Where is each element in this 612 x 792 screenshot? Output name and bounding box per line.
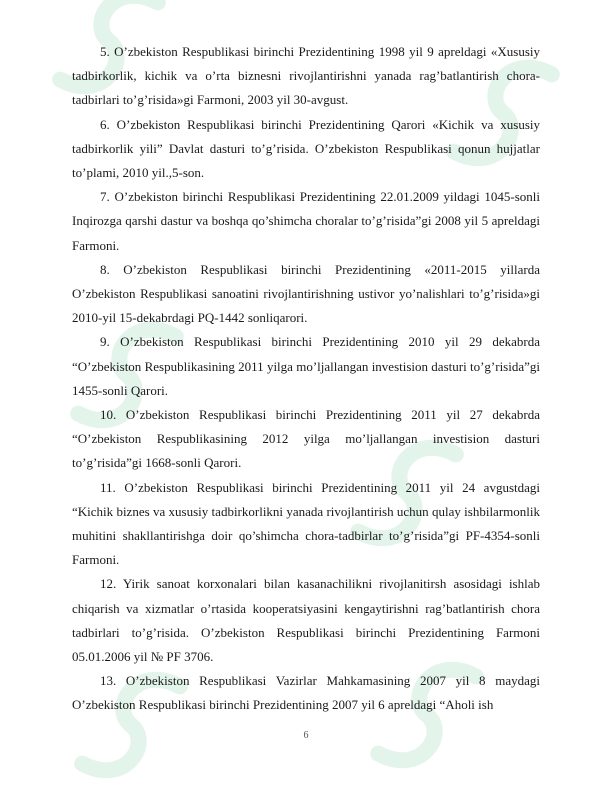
reference-item-13: 13. O’zbekiston Respublikasi Vazirlar Mahkamasining 2007 yil 8 maydagi O’zbekiston Respublikasi birinchi Prezidentining 2007 yil 6 apreldagi “Aholi ish <box>72 673 540 713</box>
reference-item-6: 6. O’zbekiston Respublikasi birinchi Prezidentining Qarori «Kichik va xususiy tadbirkorlik yili” Davlat dasturi to’g’risida. O’zbekiston Respublikasi qonun hujjatlar to’plami, 2010 yil.,5-son. <box>72 116 540 181</box>
reference-item-5: 5. O’zbekiston Respublikasi birinchi Prezidentining 1998 yil 9 apreldagi «Xususiy tadbirkorlik, kichik va o’rta biznesni rivojlantirishni yanada rag’batlantirish chora-tadbirlari to’g’risida»gi Farmoni, 2003 yil 30-avgust. <box>72 44 540 108</box>
reference-item-12: 12. Yirik sanoat korxonalari bilan kasanachilikni rivojlanitirsh asosidagi ishlab chiqarish va xizmatlar o’rtasida kooperatsiyasini kengaytirishni rag’batlantirish chora tadbirlari to’g’risida. O’zbekiston Respublikasi birinchi Prezidentining Farmoni 05.01.2006 yil № PF 3706. <box>72 576 540 665</box>
reference-item-10: 10. O’zbekiston Respublikasi birinchi Prezidentining 2011 yil 27 dekabrda “O’zbekiston Respublikasining 2012 yilga mo’ljallangan investision dasturi to’g’risida”gi 1668-sonli Qarori. <box>72 407 540 471</box>
page-number: 6 <box>303 730 309 741</box>
reference-item-8: 8. O’zbekiston Respublikasi birinchi Prezidentining «2011-2015 yillarda O’zbekiston Respublikasi sanoatini rivojlantirishning ustivor yo’nalishlari to’g’risida»gi 2010-yil 15-dekabrdagi PQ-1442 sonliqarori. <box>72 261 540 326</box>
reference-item-9: 9. O’zbekiston Respublikasi birinchi Prezidentining 2010 yil 29 dekabrda “O’zbekiston Respublikasining 2011 yilga mo’ljallangan investision dasturi to’g’risida”gi 1455-sonli Qarori. <box>72 334 540 398</box>
reference-item-7: 7. O’zbekiston birinchi Respublikasi Prezidentining 22.01.2009 yildagi 1045-sonli Inqirozga qarshi dastur va boshqa qo’shimcha choralar to’g’risida”gi 2008 yil 5 apreldagi Farmoni. <box>72 189 540 253</box>
document-body <box>72 40 540 718</box>
reference-item-11: 11. O’zbekiston Respublikasi birinchi Prezidentining 2011 yil 24 avgustdagi “Kichik biznes va xususiy tadbirkorlikni yanada rivojlantirish uchun qulay ishbilarmonlik muhitini shakllantirishga doir qo’shimcha chora-tadbirlar to’g’risida”gi PF-4354-sonli Farmoni. <box>72 479 540 568</box>
